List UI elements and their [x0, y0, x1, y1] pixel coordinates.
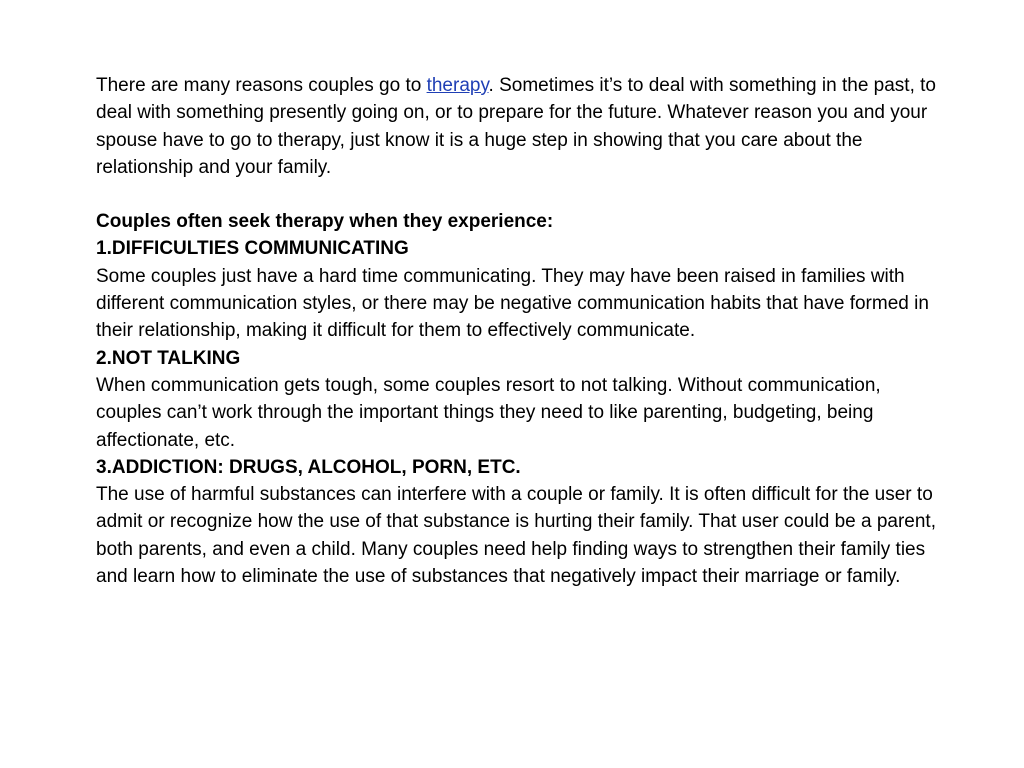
section-body-not-talking: When communication gets tough, some couples resort to not talking. Without communication, couples can’t work through the important things they need to like parenting, budgeting, being affectionate, etc.	[96, 374, 881, 451]
intro-text-after-link: . Sometimes it’s to deal with something in the past, to deal with something presently going on, or to prepare for the future. Whatever reason you and your spouse have to go to therapy, just know it is a huge step in showing that you care about the relationship and your family.	[96, 75, 936, 178]
lead-heading: Couples often seek therapy when they experience:	[96, 211, 554, 233]
intro-paragraph	[96, 72, 936, 181]
intro-text-before-link: There are many reasons couples go to	[96, 75, 427, 96]
section-body-communicating: Some couples just have a hard time communicating. They may have been raised in families with different communication styles, or there may be negative communication habits that have formed in their relationship, making it difficult for them to effectively communicate.	[96, 265, 929, 342]
section-heading-communicating: 1.DIFFICULTIES COMMUNICATING	[96, 238, 409, 260]
paragraph-spacer	[96, 181, 936, 208]
section-body-addiction: The use of harmful substances can interfere with a couple or family. It is often difficult for the user to admit or recognize how the use of that substance is hurting their family. That user could be a parent, both parents, and even a child. Many couples need help finding ways to strengthen their family ties and learn how to eliminate the use of substances that negatively impact their marriage or family.	[96, 484, 936, 588]
section-heading-addiction: 3.ADDICTION: DRUGS, ALCOHOL, PORN, ETC.	[96, 456, 521, 478]
therapy-link[interactable]: therapy	[426, 75, 489, 96]
slide-content	[96, 72, 936, 590]
section-heading-not-talking: 2.NOT TALKING	[96, 347, 241, 369]
